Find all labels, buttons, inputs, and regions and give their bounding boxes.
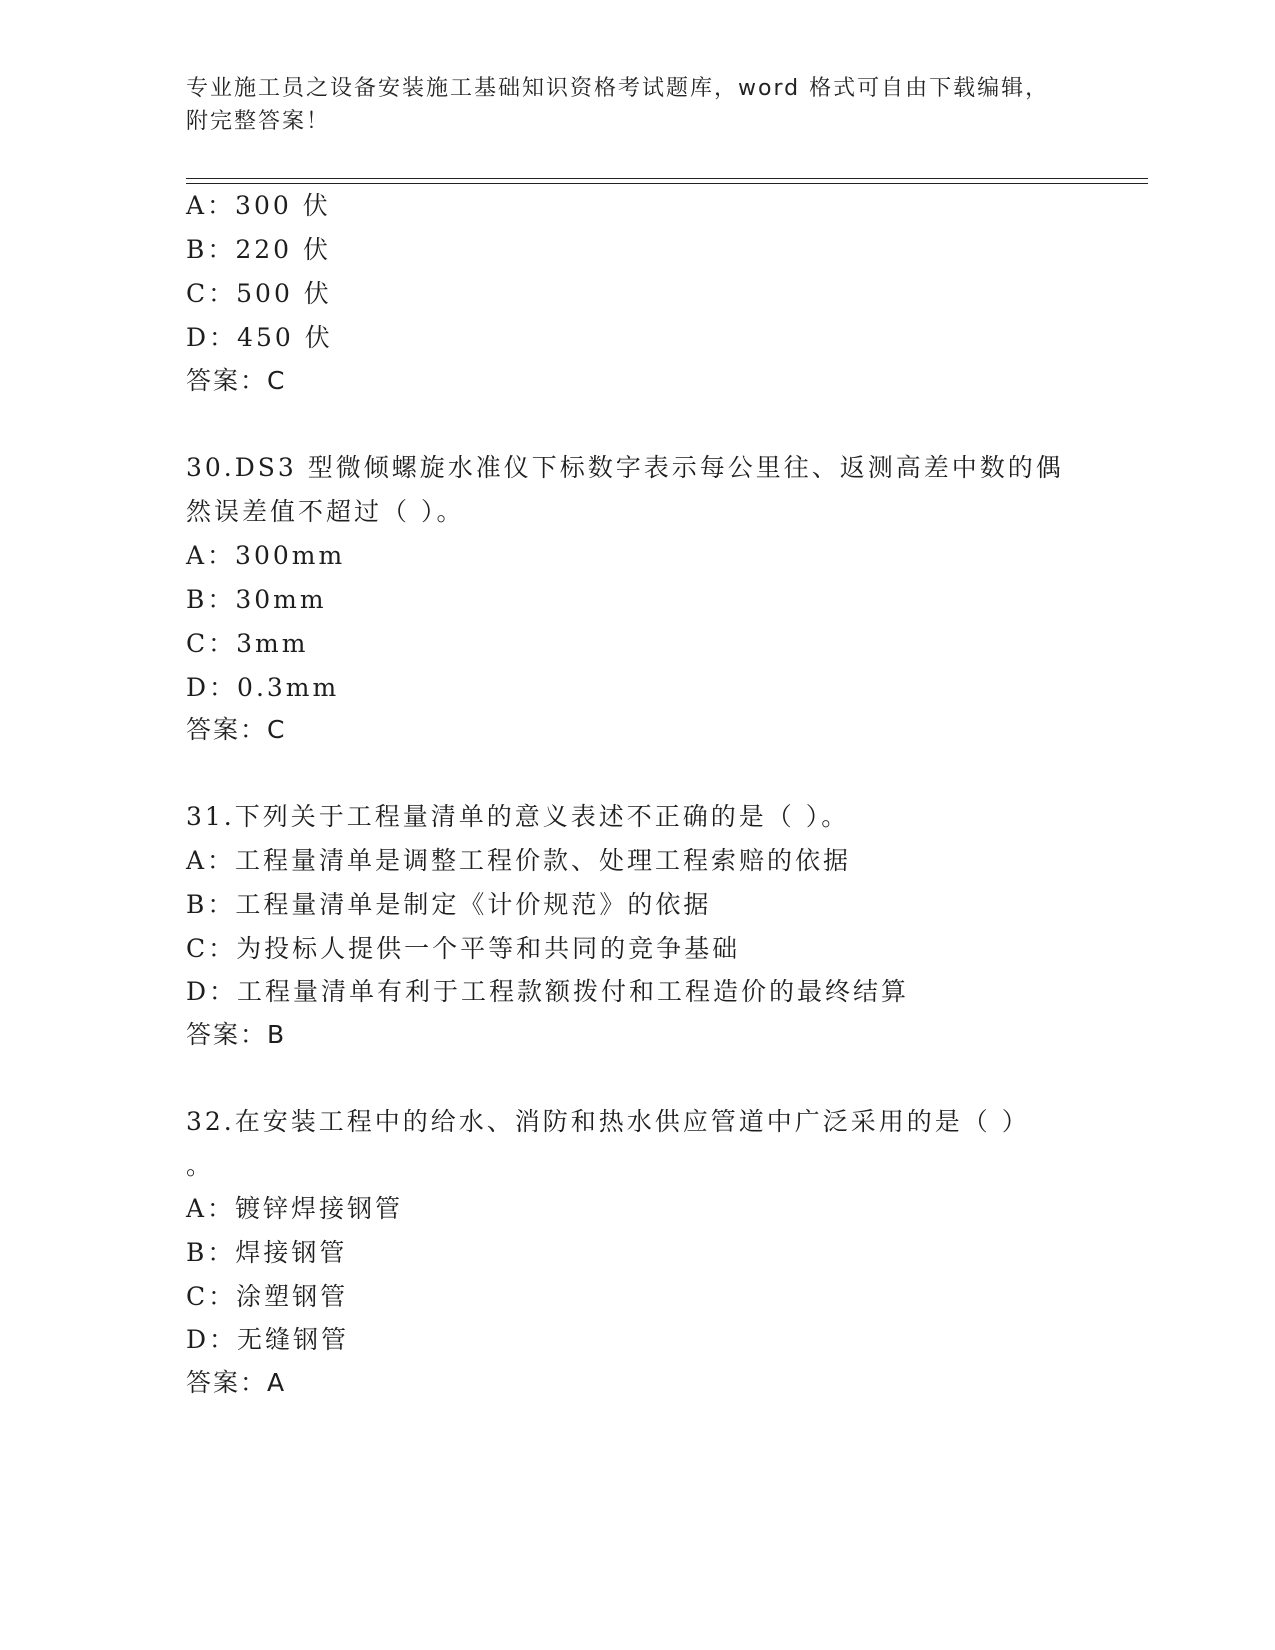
q30-option-c: C：3mm (186, 629, 309, 658)
header-divider-top (186, 178, 1148, 179)
q30-option-b: B：30mm (186, 585, 327, 614)
q29-option-a: A：300 伏 (186, 191, 331, 220)
q29-option-b: B：220 伏 (186, 235, 332, 264)
q31-option-c: C：为投标人提供一个平等和共同的竞争基础 (186, 934, 741, 963)
q31-option-b: B：工程量清单是制定《计价规范》的依据 (186, 890, 712, 919)
q29-answer: 答案：C (186, 366, 287, 395)
header-divider-bottom (186, 183, 1148, 184)
q30-option-d: D：0.3mm (186, 673, 340, 702)
q32-option-b: B：焊接钢管 (186, 1238, 348, 1267)
q30-option-a: A：300mm (186, 541, 346, 570)
q30-question-line-1: 30.DS3 型微倾螺旋水准仪下标数字表示每公里往、返测高差中数的偶 (186, 453, 1064, 482)
header-line-1: 专业施工员之设备安装施工基础知识资格考试题库，word 格式可自由下载编辑， (186, 76, 1050, 101)
q30-answer: 答案：C (186, 715, 287, 744)
q32-option-c: C：涂塑钢管 (186, 1282, 349, 1311)
q31-question-line-1: 31.下列关于工程量清单的意义表述不正确的是（ ）。 (186, 802, 850, 831)
q32-question-line-1: 32.在安装工程中的给水、消防和热水供应管道中广泛采用的是（ ） (186, 1107, 1030, 1136)
q32-question-line-2: 。 (186, 1151, 215, 1180)
q29-option-d: D：450 伏 (186, 323, 333, 352)
q30-question-line-2: 然误差值不超过（ ）。 (186, 497, 465, 526)
q31-answer: 答案：B (186, 1020, 287, 1049)
q29-option-c: C：500 伏 (186, 279, 332, 308)
q32-answer: 答案：A (186, 1368, 287, 1397)
header-line-2: 附完整答案！ (186, 109, 331, 134)
q32-option-d: D：无缝钢管 (186, 1325, 350, 1354)
q31-option-d: D：工程量清单有利于工程款额拨付和工程造价的最终结算 (186, 977, 910, 1006)
q32-option-a: A：镀锌焊接钢管 (186, 1194, 404, 1223)
document-header (186, 72, 1066, 138)
q31-option-a: A：工程量清单是调整工程价款、处理工程索赔的依据 (186, 846, 852, 875)
